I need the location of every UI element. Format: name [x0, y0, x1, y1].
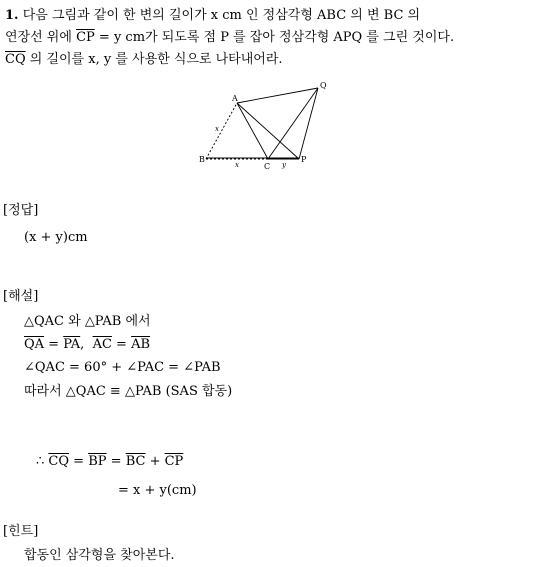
answer-text: (x + y)cm	[24, 230, 88, 245]
label-bottom-y: y	[282, 161, 286, 169]
label-side-x: x	[215, 125, 219, 133]
problem-number: 1.	[5, 8, 19, 23]
label-bottom-x: x	[235, 161, 239, 169]
conclusion-line-1: ∴ $\overline{CQ} = \overline{BP} = \overline{BC} + \overline{CP}$	[36, 454, 184, 469]
label-b: B	[199, 155, 205, 164]
explanation-line-2: $\overline{QA} = \overline{PA}$, $\overline{AC} = \overline{AB}$	[24, 337, 151, 352]
hint-heading: [힌트]	[3, 524, 39, 539]
problem-line-3: $\overline{CQ}$ 의 길이를 x, y 를 사용한 식으로 나타내어라.	[5, 52, 283, 67]
conclusion-line-2: = x + y(cm)	[118, 483, 197, 498]
answer-heading: [정답]	[3, 203, 39, 218]
problem-line-1	[5, 8, 420, 24]
hint-text: 합동인 삼각형을 찾아본다.	[24, 548, 175, 563]
label-c: C	[264, 162, 271, 171]
explanation-line-1: △QAC 와 △PAB 에서	[24, 314, 151, 329]
segment-ac	[237, 103, 268, 159]
problem-line-2: 연장선 위에 $\overline{CP} = y$ cm가 되도록 점 P 를 잡아 정삼각형 APQ 를 그린 것이다.	[5, 30, 455, 45]
explanation-line-4: 따라서 △QAC ≡ △PAB (SAS 합동)	[24, 384, 233, 399]
problem-text-1: 다음 그림과 같이 한 변의 길이가 x cm 인 정삼각형 ABC 의 변 BC 의	[22, 8, 421, 23]
segment-cp: $\overline{CP}$	[76, 30, 95, 45]
segment-ap	[237, 103, 299, 159]
label-p: P	[301, 155, 307, 164]
explanation-heading: [해설]	[3, 289, 39, 304]
segment-ab	[206, 103, 237, 159]
geometry-figure	[190, 74, 340, 174]
segment-cq: $\overline{CQ}$	[5, 52, 26, 67]
label-a: A	[232, 94, 238, 103]
label-q: Q	[320, 81, 327, 90]
explanation-line-3: ∠QAC = 60° + ∠PAC = ∠PAB	[24, 360, 221, 375]
segment-aq	[237, 88, 318, 103]
segment-cq-line	[268, 88, 318, 159]
segment-pq	[299, 88, 318, 159]
